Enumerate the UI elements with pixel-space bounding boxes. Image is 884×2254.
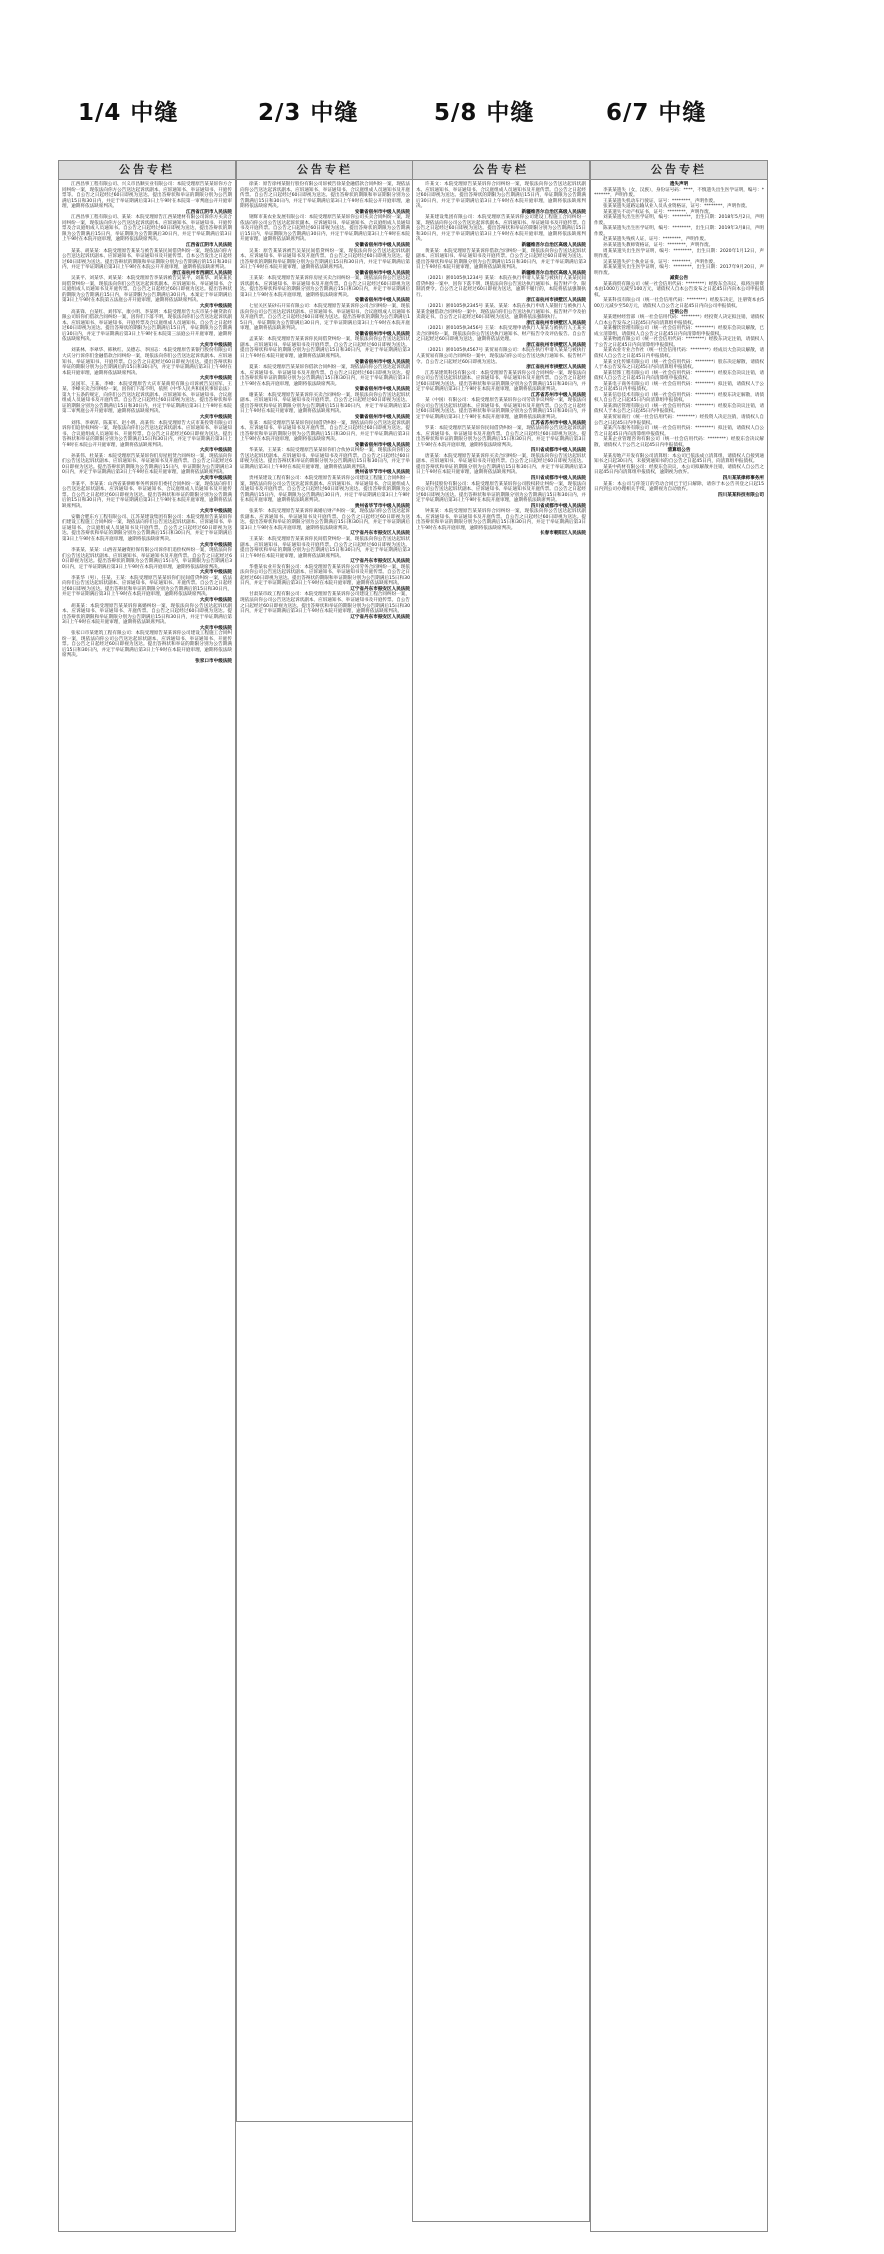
notice-column-1 xyxy=(58,160,236,2232)
notice-paragraph: 李某某遗失（女，汉族），身份证号码：****，不慎遗失出生医学证明，编号：********，声明作废。 xyxy=(594,187,764,199)
notice-paragraph: 唐某某：本院受理原告某某诉你买卖合同纠纷一案，现依法向你公告送达起诉状副本、应诉通知书、举证通知书及开庭传票。自公告之日起经过60日即视为送达。提出答辩状和举证的期限分别为公告期满后15日和30日内，并定于举证期满后第3日上午9时在本院开庭审理，逾期将依法缺席判决。 xyxy=(416,453,586,476)
notice-paragraph: 李某平、李某某：山西省某律师事务所诉你们委托合同纠纷一案，现依法向你们公告送达起诉状副本、应诉通知书、举证通知书、合议庭组成人员通知书及开庭传票。自公告之日起经过60日即视为送达。提出答辩状和举证的期限分别为公告期满后的15日和30日内，并定于举证期满后第3日上午9时在本院开庭审理，逾期将依法缺席判决。 xyxy=(62,481,232,509)
notice-signature: 安徽省宿州市中级人民法院 xyxy=(354,243,410,249)
notice-signature: 大庆市中级法院 xyxy=(199,414,232,420)
notice-signature: 安徽省宿州市中级人民法院 xyxy=(354,359,410,365)
column-title: 6/7 中缝 xyxy=(606,100,707,126)
notice-paragraph: 某某科技有限公司（统一社会信用代码：********）经股东决定，注册资本由500万元减少至50万元，请债权人自公告之日起45日内向公司申报债权。 xyxy=(594,298,764,310)
notice-signature: 大庆市中级法院 xyxy=(199,304,232,310)
notice-paragraph: （2021）浙0105执1234号 某某：本院在执行申请人某某与被执行人某某民间借贷纠纷一案中，因你下落不明，现依法向你公告送达执行通知书、报告财产令、限制消费令。自公告之日起经过60日即视为送达，逾期不履行的，本院将依法强制执行。 xyxy=(416,276,586,298)
notice-signature: 大庆市中级法院 xyxy=(199,509,232,515)
notice-paragraph: 吴某某遗失护士执业证书，证号：********，声明作废。 xyxy=(603,259,718,265)
column-title: 2/3 中缝 xyxy=(258,100,359,126)
notice-signature: 大庆市中级法院 xyxy=(199,625,232,631)
notice-signature: 江西省江阴市人民法院 xyxy=(186,243,232,249)
notice-signature: 贵州省毕节市中级人民法院 xyxy=(354,503,410,509)
notice-paragraph: 罗某：本院受理原告某某诉你民间借贷纠纷一案，现依法向你公告送达起诉状副本、应诉通知书、举证通知书及开庭传票。自公告之日起经过60日即视为送达。提出答辩状和举证的期限分别为公告期满后15日和30日内，并定于举证期满后第3日上午9时在本院开庭审理，逾期将依法缺席判决。 xyxy=(416,426,586,448)
notice-signature: 新疆维吾尔自治区高级人民法院 xyxy=(521,209,586,215)
notice-signature: 四川某某律师事务所 xyxy=(722,475,764,481)
notice-paragraph: 江西昌事工程有限公司、某某：本院受理原告江西某建材有限公司诉你方买卖合同纠纷一案，现依法向你方公告送达起诉状副本、应诉通知书、举证通知书、开庭传票及合议庭组成人员通知书。自公告之日起经过60日即视为送达，提出答辩状的期限为公告期满后15日内，举证期限为公告期满后30日内，并定于举证期满后第3日上午9时在本院开庭审理，逾期将依法缺席判决。 xyxy=(62,215,232,243)
notice-paragraph: 胡某某：本院受理原告某某诉你离婚纠纷一案，现依法向你公告送达起诉状副本、应诉通知书、举证通知书、开庭传票。自公告之日起经过60日即视为送达。提出答辩状的期限和举证期限分别为公告期满后15日和30日内，并定于举证期满后第3日上午9时在本院开庭审理，逾期将依法缺席判决。 xyxy=(62,603,232,626)
notice-signature: 四川省成都市中级人民法院 xyxy=(530,475,586,481)
notice-signature: 安徽省宿州市中级人民法院 xyxy=(354,209,410,215)
notice-signature: 安徽省宿州市中级人民法院 xyxy=(354,298,410,304)
notice-signature: 辽宁省丹东市振安区人民法院 xyxy=(350,614,410,620)
notice-paragraph: 某某酒店管理有限公司（统一社会信用代码：********）经股东会决议注销，请债权人于本公告之日起45日内申报债权。 xyxy=(594,403,764,415)
notice-signature: 四川某某科技有限公司 xyxy=(718,492,764,498)
column-header: 公告专栏 xyxy=(59,161,235,180)
notice-paragraph: 钟某某：本院受理原告某某诉你合同纠纷一案，现依法向你公告送达起诉状副本、应诉通知书、举证通知书及开庭传票。自公告之日起经过60日即视为送达。提出答辩状和举证的期限分别为公告期满后15日和30日内，并定于举证期满后第3日上午9时在本院开庭审理，逾期将依法缺席判决。 xyxy=(416,509,586,531)
notice-paragraph: 某某房地产开发有限公司清算组：本公司已依法成立清算组，请债权人自接到通知书之日起30日内，未接到通知书的自公告之日起45日内，向清算组申报债权。 xyxy=(594,453,764,465)
notice-paragraph: 张某：本院受理原告某某诉你民间借贷纠纷一案，现依法向你公告送达起诉状副本、应诉通知书、举证通知书及开庭传票。自公告之日起经过60日即视为送达。提出答辩状和举证的期限分别为公告期满后15日和30日内，并定于举证期满后第3日上午9时在本院开庭审理，逾期将依法缺席判决。 xyxy=(240,420,410,443)
notice-heading: 清算组公告 xyxy=(667,448,691,454)
notice-paragraph: 吴某平、刘某华、刘某某：本院受理原告李某诉被告吴某平、刘某华、刘某某民间借贷纠纷一案，现依法向你们公告送达起诉状副本、应诉通知书、举证通知书、合议庭组成人员通知书及开庭传票。自公告之日起经过60日即视为送达。提出答辩状的期限为公告期满后15日内，举证期限为公告期满后30日内。本案定于举证期满后第3日上午9时在本院第五法庭公开开庭审理，逾期将依法缺席判决。 xyxy=(62,276,232,304)
notice-signature: 浙江省杭州市西湖区人民法院 xyxy=(172,270,232,276)
notice-paragraph: 徐某：原告徐州某银行股份有限公司诉被告徐某金融借款合同纠纷一案，现依法向你公告送达起诉状副本、应诉通知书、举证通知书、合议庭组成人员通知书及开庭传票。自公告之日起经过60日即视为送达。提出答辩状的期限和举证期限分别为公告期满后15日和30日内，并定于举证期满后第3日上午9时在本院公开开庭审理，逾期将依法缺席判决。 xyxy=(240,182,410,210)
notice-paragraph: 吴国军、王某、李峰：本院受理原告大庆市某商贸有限公司诉被告吴国军、王某、李峰买卖合同纠纷一案，因你们下落不明，依照《中华人民共和国民事诉讼法》第九十五条的规定，向你们公告送达起诉状副本、应诉通知书、举证通知书、合议庭组成人员通知书及开庭传票。自公告之日起经过60日即视为送达。提出答辩状和举证的期限分别为公告期满后15日和30日内，并定于举证期满后第3日上午9时在本院第二审判庭公开开庭审理，逾期将依法缺席判决。 xyxy=(62,381,232,415)
notice-paragraph: （2021）浙0105执2345号 某某、某某：本院在执行申请人某银行与被执行人某某金融借款合同纠纷一案中，现依法向你们公告送达执行通知书、报告财产令及拍卖裁定书。自公告之日起经过60日即视为送达，逾期将依法强制执行。 xyxy=(416,304,586,321)
notice-paragraph: 某某建设集团有限公司：本院受理原告某某诉你公司建设工程施工合同纠纷一案，现依法向你公司公告送达起诉状副本、应诉通知书、举证通知书及开庭传票。自公告之日起经过60日即视为送达。提出答辩状和举证的期限分别为公告期满后15日和30日内，并定于举证期满后第3日上午9时在本院开庭审理，逾期将依法缺席判决。 xyxy=(416,215,586,243)
notice-paragraph: 黄某某：本院受理原告某某诉你借款合同纠纷一案，现依法向你公告送达起诉状副本、应诉通知书、举证通知书及开庭传票。自公告之日起经过60日即视为送达。提出答辩状和举证的期限分别为公告期满后15日和30日内，并定于举证期满后第3日上午9时在本院开庭审理，逾期将依法缺席判决。 xyxy=(416,248,586,271)
notice-paragraph: 孙某伟、杜某某：本院受理原告某某诉你们房屋租赁合同纠纷一案，现依法向你们公告送达起诉状副本、应诉通知书、举证通知书及开庭传票。自公告之日起经过60日即视为送达。提出答辩状的期限为公告期满后15日内，举证期限为公告期满后30日内，并定于举证期满后第3日上午9时在本院开庭审理，逾期将依法缺席判决。 xyxy=(62,453,232,476)
column-title: 1/4 中缝 xyxy=(78,100,179,126)
notice-signature: 浙江省杭州市拱墅区人民法院 xyxy=(526,298,586,304)
notice-signature: 江苏省苏州市中级人民法院 xyxy=(530,392,586,398)
notice-paragraph: 某（中国）有限公司：本院受理原告某某诉你公司劳动争议纠纷一案，现依法向你公司公告送达起诉状副本、应诉通知书、举证通知书及开庭传票。自公告之日起经过60日即视为送达。提出答辩状和举证的期限分别为公告期满后15日和30日内，并定于举证期满后第3日上午9时在本院开庭审理，逾期将依法缺席判决。 xyxy=(416,398,586,420)
notice-paragraph: 刘伟、李翠萍、陈某军、赵小明、高某伟：本院受理原告大庆市某投资有限公司诉你们追偿权纠纷一案，现依法向你们公告送达起诉状副本、应诉通知书、举证通知书、合议庭组成人员通知书、开庭传票。自公告之日起经过60日即视为送达。提出答辩状和举证的期限分别为公告期满后15日和30日内，并定于举证期满后第3日上午9时在本院公开开庭审理，逾期将依法缺席判决。 xyxy=(62,420,232,448)
notice-paragraph: 王某某：本院受理原告某某诉你房屋买卖合同纠纷一案，现依法向你公告送达起诉状副本、应诉通知书、举证通知书及开庭传票。自公告之日起经过60日即视为送达。提出答辩状和举证的期限分别为公告期满后15日和30日内，并定于举证期满后第3日上午9时在本院开庭审理，逾期将依法缺席判决。 xyxy=(240,276,410,298)
column-body xyxy=(413,180,589,2220)
column-header: 公告专栏 xyxy=(591,161,767,180)
notice-paragraph: 夏某：本院受理原告某某诉你借款合同纠纷一案，现依法向你公告送达起诉状副本、应诉通知书、举证通知书及开庭传票。自公告之日起经过60日即视为送达。提出答辩状和举证的期限分别为公告期满后15日和30日内，并定于举证期满后第3日上午9时在本院开庭审理，逾期将依法缺席判决。 xyxy=(240,365,410,387)
notice-signature: 贵州省毕节市中级人民法院 xyxy=(354,470,410,476)
notice-column-2 xyxy=(236,160,414,2122)
notice-paragraph: 陈某某遗失出生医学证明，编号：********，出生日期：2019年3月8日，声明作废。 xyxy=(594,226,764,237)
notice-paragraph: 王某某遗失机动车行驶证，证号：********，声明作废。 xyxy=(603,198,718,204)
notice-paragraph: 高某锋、白某红、刘伟军、康小明、李某明：本院受理原告大庆市某小额贷款有限公司诉你们借款合同纠纷一案，因你们下落不明，现依法向你们公告送达起诉状副本、应诉通知书、举证通知书、开庭传票及合议庭组成人员通知书。自公告之日起经过60日即视为送达。提出答辩状的期限为公告期满后15日内，举证期限为公告期满后30日内，并定于举证期满后第3日上午9时在本院第三法庭公开开庭审理，逾期将依法缺席判决。 xyxy=(62,309,232,343)
notice-signature: 浙江省杭州市拱墅区人民法院 xyxy=(526,365,586,371)
notice-paragraph: 孙某某遗失教师资格证，证号：********，声明作废。 xyxy=(603,243,714,249)
notice-paragraph: 赵某某遗失残疾人证，证号：********，声明作废。 xyxy=(603,237,709,243)
notice-signature: 张家口市中级法院 xyxy=(195,659,232,665)
notice-signature: 安徽省宿州市中级人民法院 xyxy=(354,442,410,448)
notice-signature: 安徽省宿州市中级人民法院 xyxy=(354,387,410,393)
notice-paragraph: 张某华：本院受理原告某某诉你离婚后财产纠纷一案，现依法向你公告送达起诉状副本、应诉通知书、举证通知书及开庭传票。自公告之日起经过60日即视为送达。提出答辩状和举证的期限分别为公告期满后15日和30日内，并定于举证期满后第3日上午9时在本院开庭审理，逾期将依法缺席判决。 xyxy=(240,509,410,531)
notice-heading: 减资公告 xyxy=(669,276,689,282)
notice-paragraph: （2021）浙0105执4567号 某贸易有限公司：本院在执行申请人某某与被执行人某贸易有限公司合同纠纷一案中，现依法向你公司公告送达执行通知书、报告财产令。自公告之日起经过60日即视为送达。 xyxy=(416,348,586,365)
notice-signature: 江苏省苏州市中级人民法院 xyxy=(530,420,586,426)
notice-paragraph: 七星关区某砂石开采有限公司：本院受理原告某某诉你公司合同纠纷一案，现依法向你公司公告送达起诉状副本、应诉通知书、举证通知书、合议庭组成人员通知书及开庭传票。自公告之日起经过60日即视为送达。提出答辩状的期限为公告期满后15日内，举证期限为公告期满后30日内，定于举证期满后第3日上午9时在本院开庭审理，逾期将依法缺席判决。 xyxy=(240,304,410,332)
notice-paragraph: 某某汽车服务有限公司（统一社会信用代码：********）拟注销，请债权人自公告之日起45日内向清算组申报债权。 xyxy=(594,426,764,437)
notice-signature: 四川省成都市中级人民法院 xyxy=(530,448,586,454)
notice-paragraph: 某某餐饮管理有限公司（统一社会信用代码：********）经股东会决议解散，已成立清算组，请债权人自公告之日起45日内向清算组申报债权。 xyxy=(594,326,764,337)
notice-paragraph: 贵州某建设工程有限公司：本院受理原告某某诉你公司建设工程施工合同纠纷一案，现依法向你公司公告送达起诉状副本、应诉通知书、举证通知书、合议庭组成人员通知书及开庭传票。自公告之日起经过60日即视为送达。提出答辩状的期限为公告期满后15日内，举证期限为公告期满后30日内，并定于举证期满后第3日上午9时在本院开庭审理，逾期将依法缺席判决。 xyxy=(240,475,410,504)
notice-signature: 安徽省宿州市中级人民法院 xyxy=(354,331,410,337)
notice-paragraph: 某某贸易商行（统一社会信用代码：********）经投资人决定注销，请债权人自公告之日起45日内申报债权。 xyxy=(594,414,764,426)
notice-paragraph: 某某装饰工程有限公司（统一社会信用代码：********）经股东会决议注销，请债权人自公告之日起45日内向清算组申报债权。 xyxy=(594,370,764,382)
notice-paragraph: 某某物流有限公司（统一社会信用代码：********）经股东决定注销，请债权人于公告之日起45日内向清算组申报债权。 xyxy=(594,337,764,348)
notice-heading: 遗失声明 xyxy=(669,182,689,187)
notice-paragraph: 某某电子商务有限公司（统一社会信用代码：********）拟注销，请债权人于公告之日起45日内申报债权。 xyxy=(594,381,764,393)
column-header: 公告专栏 xyxy=(413,161,589,180)
notice-signature: 大庆市中级法院 xyxy=(199,376,232,382)
notice-paragraph: （2021）浙0105执3456号 王某：本院受理申请执行人某某与被执行人王某买卖合同纠纷一案，现依法向你公告送达执行通知书、财产报告令及评估报告。自公告之日起经过60日即视为送达，逾期将依法处理。 xyxy=(416,326,586,343)
notice-signature: 长春市朝阳区人民法院 xyxy=(540,531,586,537)
notice-signature: 大庆市中级法院 xyxy=(199,342,232,348)
notice-paragraph: 吴某：原告某某诉被告吴某民间借贷纠纷一案，现依法向你公告送达起诉状副本、应诉通知书、举证通知书及开庭传票。自公告之日起经过60日即视为送达。提出答辩状的期限和举证期限分别为公告期满后15日和30日内，并定于举证期满后第3日上午9时在本院开庭审理，逾期将依法缺席判决。 xyxy=(240,248,410,271)
notice-paragraph: 江苏某建筑科技有限公司：本院受理原告某某诉你公司合同纠纷一案，现依法向你公司公告送达起诉状副本、应诉通知书、举证通知书及开庭传票。自公告之日起经过60日即视为送达。提出答辩状和举证的期限分别为公告期满后15日和30日内，并定于举证期满后第3日上午9时在本院开庭审理，逾期将依法缺席判决。 xyxy=(416,370,586,393)
notice-paragraph: 甘肃某市政工程有限公司：本院受理原告某某诉你公司建设工程合同纠纷一案，现依法向你公司公告送达起诉状副本、应诉通知书、举证通知书及开庭传票。自公告之日起经过60日即视为送达。提出答辩状和举证的期限分别为公告期满后15日和30日内，并定于举证期满后第3日上午9时在本院开庭审理，逾期将依法缺席判决。 xyxy=(240,592,410,615)
notice-paragraph: 某某、胡某某：本院受理原告某某与被告某某民间借贷纠纷一案，现依法向你方公告送达起诉状副本、应诉通知书、举证通知书及开庭传票。自本公告发出之日起经过60日即视为送达。提出答辩状的期限和举证期限分别为公告期满后的15日和30日内，并定于举证期满后第3日上午9时在本院公开开庭审理，逾期将依法缺席判决。 xyxy=(62,248,232,271)
notice-paragraph: 张家口市某建筑工程有限公司：本院受理原告某某诉你公司建设工程施工合同纠纷一案，现依法向你公司公告送达起诉状副本、应诉通知书、举证通知书、开庭传票。自公告之日起经过60日即视为送达。提出答辩状和举证的期限分别为公告期满后15日和30日内，并定于举证期满后第3日上午9时在本院开庭审理，逾期将依法缺席判决。 xyxy=(62,631,232,659)
notice-paragraph: 某某商贸有限公司（统一社会信用代码：********）经股东会决议，拟将注册资本由1000万元减至100万元，请债权人自本公告发布之日起45日内向本公司申报债权。 xyxy=(594,281,764,298)
notice-paragraph: 某某农业专业合作社（统一社会信用代码：********）经成员大会决议解散，请债权人自公告之日起45日内申报债权。 xyxy=(594,348,764,359)
notice-signature: 辽宁省丹东市振安区人民法院 xyxy=(350,586,410,592)
notice-signature: 安徽省宿州市中级人民法院 xyxy=(354,414,410,420)
notice-paragraph: 许某文：本院受理原告某某诉你合同纠纷一案，现依法向你公告送达起诉状副本、应诉通知书、举证通知书、合议庭组成人员通知书及开庭传票。自公告之日起经过60日即视为送达。提出答辩状的期限为公告期满后15日内，举证期限为公告期满后30日内，并定于举证期满后第3日上午9时在本院开庭审理，逾期将依法缺席判决。 xyxy=(416,182,586,210)
notice-paragraph: 某某建材经营部（统一社会信用代码：********）经投资人决定拟注销，请债权人自本公告发布之日起45日内向清算组申报债权。 xyxy=(594,315,764,326)
column-body xyxy=(59,180,235,2230)
notice-paragraph: 某某企业管理咨询有限公司（统一社会信用代码：********）经股东会决议解散，请债权人于公告之日起45日内申报债权。 xyxy=(594,437,764,448)
notice-signature: 四川省成都市中级人民法院 xyxy=(530,503,586,509)
notice-paragraph: 李某某、某某：山西省某融资担保有限公司诉你们追偿权纠纷一案，现依法向你们公告送达起诉状副本、应诉通知书、举证通知书及开庭传票。自公告之日起经过60日即视为送达。提出答辩状的期限为公告期满后15日内，举证期限为公告期满后30日内，定于举证期满后第3日上午9时在本院开庭审理，逾期将依法缺席判决。 xyxy=(62,548,232,570)
notice-paragraph: 某某遗失不动产权证书，证号：********，声明作废。 xyxy=(603,209,714,215)
notice-paragraph: 孟某某：本院受理原告某某诉你民间借贷纠纷一案，现依法向你公告送达起诉状副本、应诉通知书、举证通知书及开庭传票。自公告之日起经过60日即视为送达。提出答辩状和举证的期限分别为公告期满后15日和30日内，并定于举证期满后第3日上午9时在本院开庭审理，逾期将依法缺席判决。 xyxy=(240,337,410,359)
notice-signature: 江西省江阴市人民法院 xyxy=(186,209,232,215)
notice-paragraph: 某科技股份有限公司：本院受理原告某某诉你公司股权转让纠纷一案，现依法向你公司公告送达起诉状副本、应诉通知书、举证通知书及开庭传票。自公告之日起经过60日即视为送达。提出答辩状和举证的期限分别为公告期满后15日和30日内，并定于举证期满后第3日上午9时在本院开庭审理，逾期将依法缺席判决。 xyxy=(416,481,586,504)
notice-paragraph: 王某某：本院受理原告某某诉你民间借贷纠纷一案，现依法向你公告送达起诉状副本、应诉通知书、举证通知书及开庭传票。自公告之日起经过60日即视为送达。提出答辩状和举证的期限分别为公告期满后15日和30日内，并定于举证期满后第3日上午9时在本院开庭审理，逾期将依法缺席判决。 xyxy=(240,537,410,559)
notice-signature: 浙江省杭州市拱墅区人民法院 xyxy=(526,342,586,348)
notice-signature: 大庆市中级法院 xyxy=(199,475,232,481)
notice-column-3 xyxy=(412,160,590,2222)
notice-signature: 大庆市中级法院 xyxy=(199,542,232,548)
notice-signature: 大庆市中级法院 xyxy=(199,570,232,576)
notice-paragraph: 周某某遗失出生医学证明，编号：********，出生日期：2020年1月12日，声明作废。 xyxy=(594,248,764,260)
column-body xyxy=(237,180,413,2120)
notice-paragraph: 某某中药材有限公司：经股东会决议，本公司拟解散并注销，请债权人自公告之日起45日内向清算组申报债权，逾期视为放弃。 xyxy=(594,464,764,476)
notice-paragraph: 安徽合肥东方工程有限公司、江苏某建设集团有限公司：本院受理原告某某诉你们建设工程施工合同纠纷一案，现依法向你们公告送达起诉状副本、应诉通知书、举证通知书、合议庭组成人员通知书及开庭传票。自公告之日起经过60日即视为送达。提出答辩状和举证的期限分别为公告期满后15日和30日内，并定于举证期满后第3日上午9时在本院开庭审理，逾期将依法缺席判决。 xyxy=(62,514,232,542)
notice-signature: 辽宁省丹东市振安区人民法院 xyxy=(350,531,410,537)
notice-heading: 注销公告 xyxy=(669,309,689,315)
notice-paragraph: 某某：本公司与你签订的劳动合同已于近日解除，请你于本公告刊登之日起15日内到公司办理相关手续，逾期视为自动放弃。 xyxy=(594,481,764,493)
notice-paragraph: 李某华（男）、任某、王某：本院受理原告某某诉你们民间借贷纠纷一案，依法向你们公告送达起诉状副本、应诉通知书、举证通知书、开庭传票。自公告之日起经过60日即视为送达。提出答辩状和举证的期限分别为公告期满后的15日和30日内，并定于举证期满后第3日上午9时在本院开庭审理，逾期将依法缺席判决。 xyxy=(62,575,232,598)
notice-paragraph: 谢某某：本院受理原告某某诉你买卖合同纠纷一案，现依法向你公告送达起诉状副本、应诉通知书、举证通知书及开庭传票。自公告之日起经过60日即视为送达。提出答辩状和举证的期限分别为公告期满后15日和30日内，并定于举证期满后第3日上午9时在本院开庭审理，逾期将依法缺席判决。 xyxy=(240,392,410,415)
notice-paragraph: 张某某遗失道路运输从业人员从业资格证，证号：********，声明作废。 xyxy=(603,204,751,210)
notice-signature: 大庆市中级法院 xyxy=(199,598,232,604)
notice-signature: 安徽省宿州市中级人民法院 xyxy=(354,270,410,276)
notice-paragraph: 刘某某遗失出生医学证明，编号：********，出生日期：2018年5月2日，声明作废。 xyxy=(594,215,764,226)
column-header: 公告专栏 xyxy=(237,161,413,180)
column-title: 5/8 中缝 xyxy=(434,100,535,126)
notice-paragraph: 郑某某遗失出生医学证明，编号：********，出生日期：2017年9月20日，声明作废。 xyxy=(594,265,764,276)
notice-paragraph: 刘某林、李翠华、韩秋红、吴德志、李国志：本院受理原告某银行股份有限公司大庆分行诉你们金融借款合同纠纷一案，现依法向你们公告送达起诉状副本、应诉通知书、举证通知书、开庭传票。自公告之日起经过60日即视为送达。提出答辩状和举证的期限分别为公告期满后的15日和30日内，并定于举证期满后第3日上午9时在本院开庭审理，逾期将依法缺席判决。 xyxy=(62,348,232,376)
notice-signature: 新疆维吾尔自治区高级人民法院 xyxy=(521,243,586,249)
notice-signature: 大庆市中级法院 xyxy=(199,448,232,454)
notice-paragraph: 华某某、王某某：本院受理原告某某诉你们合伙协议纠纷一案，现依法向你们公告送达起诉状副本、应诉通知书、举证通知书及开庭传票。自公告之日起经过60日即视为送达。提出答辩状和举证的期限分别为公告期满后15日和30日内，并定于举证期满后第3日上午9时在本院开庭审理，逾期将依法缺席判决。 xyxy=(240,448,410,470)
notice-paragraph: 华蓥某农业开发有限公司：本院受理原告某某诉你公司劳务合同纠纷一案，现依法向你公司公告送达起诉状副本、应诉通知书、举证通知书及开庭传票。自公告之日起经过60日即视为送达。提出答辩状的期限和举证期限分别为公告期满后15日和30日内，并定于举证期满后第3日上午9时在本院开庭审理，逾期将依法缺席判决。 xyxy=(240,564,410,587)
notice-column-4 xyxy=(590,160,768,2232)
notice-paragraph: 某某信息技术有限公司（统一社会信用代码：********）经股东决定解散，请债权人自公告之日起45日内向清算组申报债权。 xyxy=(594,392,764,404)
notice-signature: 新疆维吾尔自治区高级人民法院 xyxy=(521,270,586,276)
notice-signature: 辽宁省丹东市振安区人民法院 xyxy=(350,559,410,565)
notice-signature: 浙江省杭州市拱墅区人民法院 xyxy=(526,320,586,326)
notice-paragraph: 江西昌事工程有限公司、兴义市昌顺实业有限公司：本院受理原告某某诉你方合同纠纷一案，现依法向你方公告送达起诉状副本、应诉通知书、举证通知书、开庭传票等。自公告之日起经过60日即视为送达。提出答辩状和举证的期限分别为公告期满后15日和30日内，并定于举证期满后第3日上午9时在本院第一审判庭公开开庭审理，逾期将依法缺席判决。 xyxy=(62,182,232,210)
notice-paragraph: 某某文化传媒有限公司（统一社会信用代码：********）股东决定解散，请债权人于本公告发布之日起45日内向清算组申报债权。 xyxy=(594,359,764,371)
column-body xyxy=(591,180,767,2230)
notice-paragraph: 钢辉市某农业发展有限公司：本院受理原告某某诉你公司买卖合同纠纷一案，现依法向你公司公告送达起诉状副本、应诉通知书、举证通知书、合议庭组成人员通知书及开庭传票。自公告之日起经过60日即视为送达。提出答辩状的期限为公告期满后15日内，举证期限为公告期满后30日内，并定于举证期满后第3日上午9时在本院开庭审理，逾期将依法缺席判决。 xyxy=(240,215,410,243)
